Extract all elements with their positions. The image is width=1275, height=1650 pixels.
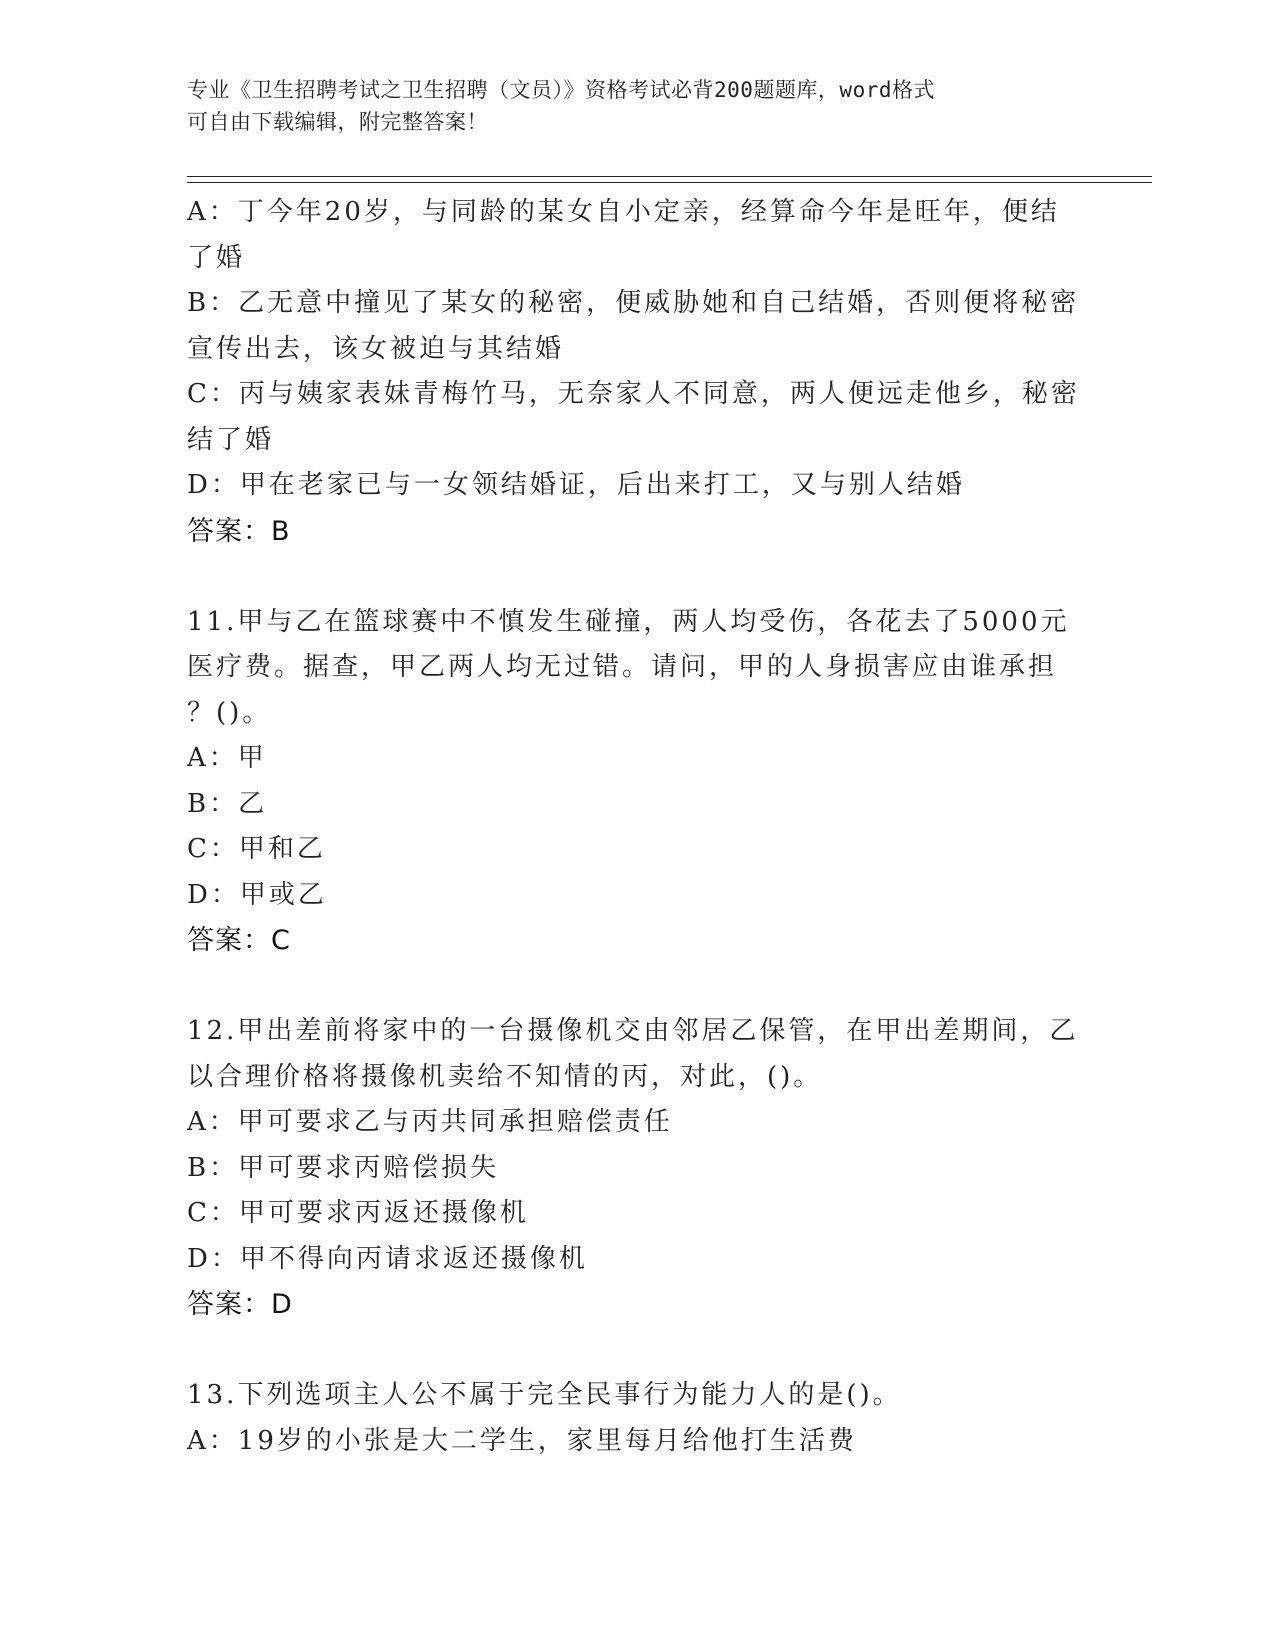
question-10 (187, 190, 1082, 554)
question-stem-line-1: 12.甲出差前将家中的一台摄像机交由邻居乙保管，在甲出差期间，乙 (187, 1016, 1079, 1046)
option-a: A：19岁的小张是大二学生，家里每月给他打生活费 (187, 1425, 857, 1456)
option-a: A：甲可要求乙与丙共同承担赔偿责任 (187, 1107, 673, 1137)
question-content (187, 190, 1082, 1464)
question-spacer (187, 964, 1082, 1010)
option-c-line-2: 结了婚 (187, 424, 275, 455)
option-c-line-1: C：丙与姨家表妹青梅竹马，无奈家人不同意，两人便远走他乡，秘密 (187, 379, 1080, 409)
option-b: B：乙 (187, 788, 268, 819)
question-stem-line-1: 13.下列选项主人公不属于完全民事行为能力人的是()。 (187, 1380, 902, 1410)
option-b-line-2: 宣传出去，该女被迫与其结婚 (187, 333, 565, 364)
question-11 (187, 600, 1082, 964)
question-stem-line-2: 医疗费。据查，甲乙两人均无过错。请问，甲的人身损害应由谁承担 (187, 652, 1058, 682)
option-d: D：甲或乙 (187, 879, 327, 910)
document-header (187, 74, 1067, 138)
header-divider-bottom (187, 182, 1152, 183)
question-stem-line-2: 以合理价格将摄像机卖给不知情的丙，对此，()。 (187, 1061, 823, 1092)
option-b-line-1: B：乙无意中撞见了某女的秘密，便威胁她和自己结婚，否则便将秘密 (187, 288, 1080, 318)
answer-label: 答案：D (187, 1289, 293, 1320)
option-a-line-1: A：丁今年20岁，与同龄的某女自小定亲，经算命今年是旺年，便结 (187, 197, 1060, 227)
option-c: C：甲和乙 (187, 834, 326, 864)
option-d: D：甲在老家已与一女领结婚证，后出来打工，又与别人结婚 (187, 470, 965, 500)
header-divider-top (187, 176, 1152, 177)
question-13 (187, 1373, 1082, 1464)
answer-label: 答案：B (187, 515, 291, 547)
question-stem-line-1: 11.甲与乙在篮球赛中不慎发生碰撞，两人均受伤，各花去了5000元 (187, 606, 1070, 637)
answer-label: 答案：C (187, 925, 291, 956)
question-spacer (187, 1328, 1082, 1374)
option-d: D：甲不得向丙请求返还摄像机 (187, 1243, 588, 1274)
header-title-line-2: 可自由下载编辑，附完整答案！ (187, 110, 488, 134)
option-a-line-2: 了婚 (187, 242, 246, 273)
option-a: A：甲 (187, 743, 267, 773)
question-stem-line-3: ？()。 (187, 697, 272, 728)
option-c: C：甲可要求丙返还摄像机 (187, 1198, 529, 1228)
question-spacer (187, 554, 1082, 600)
option-b: B：甲可要求丙赔偿损失 (187, 1152, 500, 1183)
header-title-line-1: 专业《卫生招聘考试之卫生招聘（文员）》资格考试必背200题题库，word格式 (187, 78, 935, 102)
question-12 (187, 1009, 1082, 1328)
